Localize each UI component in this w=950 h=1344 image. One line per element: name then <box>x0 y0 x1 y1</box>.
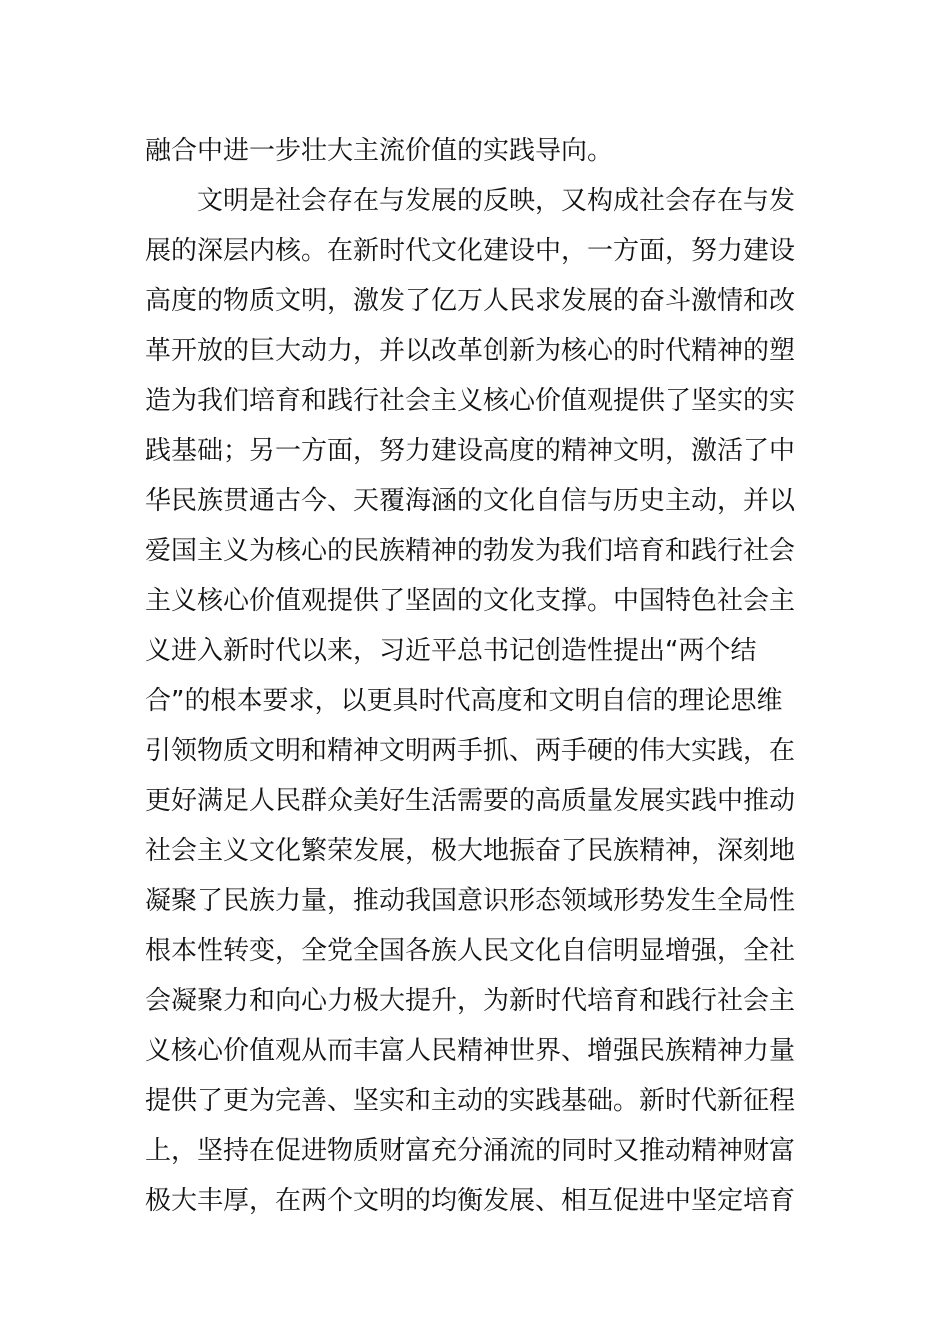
text-line: 上，坚持在促进物质财富充分涌流的同时又推动精神财富 <box>145 1136 796 1166</box>
text-line: 践基础；另一方面，努力建设高度的精神文明，激活了中 <box>145 436 796 466</box>
text-line: 造为我们培育和践行社会主义核心价值观提供了坚实的实 <box>145 386 796 416</box>
text-line: 主义核心价值观提供了坚固的文化支撑。中国特色社会主 <box>145 586 796 616</box>
text-line: 引领物质文明和精神文明两手抓、两手硬的伟大实践，在 <box>145 736 796 766</box>
text-line: 革开放的巨大动力，并以改革创新为核心的时代精神的塑 <box>145 336 796 366</box>
text-line: 凝聚了民族力量，推动我国意识形态领域形势发生全局性 <box>145 886 796 916</box>
text-line: 根本性转变，全党全国各族人民文化自信明显增强，全社 <box>145 936 796 966</box>
text-line: 义进入新时代以来，习近平总书记创造性提出“两个结 <box>145 636 757 666</box>
text-line: 融合中进一步壮大主流价值的实践导向。 <box>145 136 614 166</box>
text-line: 极大丰厚，在两个文明的均衡发展、相互促进中坚定培育 <box>145 1186 796 1216</box>
body-text <box>145 126 825 1226</box>
text-line: 高度的物质文明，激发了亿万人民求发展的奋斗激情和改 <box>145 286 796 316</box>
paragraph-first-line: 文明是社会存在与发展的反映，又构成社会存在与发 <box>197 186 796 216</box>
text-line: 义核心价值观从而丰富人民精神世界、增强民族精神力量 <box>145 1036 796 1066</box>
text-line: 合”的根本要求，以更具时代高度和文明自信的理论思维 <box>145 686 783 716</box>
text-line: 更好满足人民群众美好生活需要的高质量发展实践中推动 <box>145 786 796 816</box>
text-line: 社会主义文化繁荣发展，极大地振奋了民族精神，深刻地 <box>145 836 796 866</box>
text-line: 提供了更为完善、坚实和主动的实践基础。新时代新征程 <box>145 1086 796 1116</box>
text-line: 展的深层内核。在新时代文化建设中，一方面，努力建设 <box>145 236 796 266</box>
text-line: 会凝聚力和向心力极大提升，为新时代培育和践行社会主 <box>145 986 796 1016</box>
text-line: 华民族贯通古今、天覆海涵的文化自信与历史主动，并以 <box>145 486 796 516</box>
text-line: 爱国主义为核心的民族精神的勃发为我们培育和践行社会 <box>145 536 796 566</box>
